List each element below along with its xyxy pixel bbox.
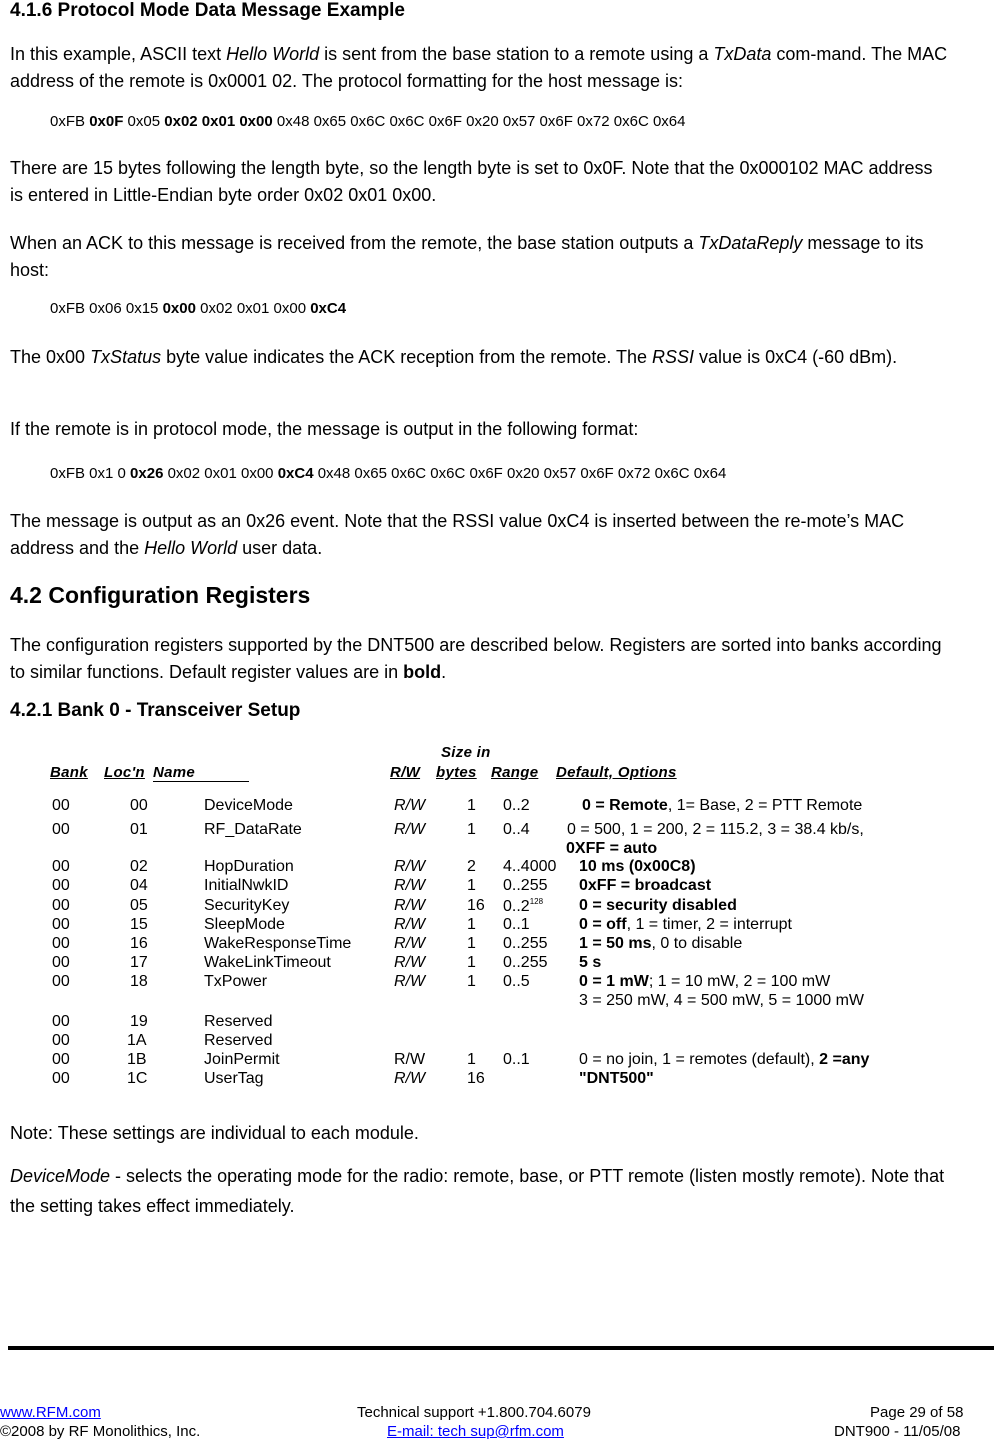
- hex-part: 0xFB 0x06 0x15: [50, 300, 163, 317]
- cell-read-write: R/W: [394, 973, 426, 990]
- text-italic: Hello World: [144, 538, 238, 558]
- cell-read-write: R/W: [394, 916, 426, 933]
- text: message to its host:: [10, 233, 924, 280]
- cell-read-write: R/W: [394, 897, 426, 914]
- header-default-text: Default, Options: [556, 764, 677, 781]
- cell-register-name: UserTag: [204, 1070, 264, 1087]
- header-range: [491, 764, 538, 781]
- default-value: 0XFF = auto: [566, 840, 658, 857]
- cell-location: 1C: [127, 1070, 148, 1087]
- cell-location: 01: [130, 821, 148, 838]
- cell-default-options-line2: [579, 992, 864, 1010]
- text: The configuration registers supported by the DNT500 are described below. Registers are sorted into banks according to similar functions. Default register values are in: [10, 635, 942, 682]
- hex-message-3: [50, 465, 726, 482]
- default-value: 0 = 1 mW: [579, 973, 649, 990]
- paragraph-length-byte: There are 15 bytes following the length byte, so the length byte is set to 0x0F. Note that the 0x000102 MAC address is entered in Little-Endian byte order 0x02 0x01 0x00.: [10, 158, 933, 205]
- cell-location: 05: [130, 897, 148, 914]
- cell-default-options: [579, 916, 792, 934]
- cell-size: 1: [467, 797, 476, 814]
- email-link-text[interactable]: E-mail: tech sup@rfm.com: [387, 1423, 564, 1440]
- footer-page-number: Page 29 of 58: [870, 1404, 964, 1421]
- cell-register-name: Reserved: [204, 1013, 273, 1030]
- cell-size: 1: [467, 821, 476, 838]
- text: byte value indicates the ACK reception from the remote. The: [161, 347, 653, 367]
- default-value: 0xFF = broadcast: [579, 877, 712, 894]
- cell-bank: 00: [52, 1032, 70, 1049]
- cell-range: [503, 1051, 530, 1069]
- website-link-text[interactable]: www.RFM.com: [0, 1404, 101, 1421]
- cell-register-name: SleepMode: [204, 916, 285, 933]
- cell-register-name: WakeLinkTimeout: [204, 954, 331, 971]
- hex-part: 0x02 0x01 0x00: [163, 465, 278, 482]
- default-value: 0 = Remote: [582, 797, 668, 814]
- header-bank: Bank: [50, 764, 88, 781]
- header-rw: [390, 764, 420, 781]
- cell-register-name: HopDuration: [204, 858, 294, 875]
- cell-range: [503, 877, 547, 895]
- header-loc: [104, 764, 145, 781]
- range-text: 0..5: [503, 973, 530, 990]
- cell-read-write: R/W: [394, 821, 426, 838]
- cell-register-name: InitialNwkID: [204, 877, 289, 894]
- section-title-416: 4.1.6 Protocol Mode Data Message Example: [10, 0, 405, 21]
- footer-rule: [8, 1346, 994, 1350]
- cell-range: [503, 916, 530, 934]
- cell-default-options: [579, 973, 830, 991]
- cell-bank: 00: [52, 973, 70, 990]
- range-text: 0..1: [503, 1051, 530, 1068]
- cell-read-write: R/W: [394, 877, 426, 894]
- section-title-421: 4.2.1 Bank 0 - Transceiver Setup: [10, 700, 301, 721]
- cell-default-options: [579, 858, 696, 876]
- cell-bank: 00: [52, 877, 70, 894]
- cell-read-write: R/W: [394, 954, 426, 971]
- options-bold: 2 =any: [819, 1051, 870, 1068]
- hex-part: 0x02 0x01 0x00: [195, 300, 311, 317]
- text: - selects the operating mode for the radio: remote, base, or PTT remote (listen mostly remote). Note that the setting takes effect immediately.: [10, 1166, 945, 1216]
- default-value: 10 ms (0x00C8): [579, 858, 696, 875]
- text: is sent from the base station to a remote using a: [319, 44, 714, 64]
- options-text: 0 = no join, 1 = remotes (default),: [579, 1051, 820, 1068]
- default-value: 0 = security disabled: [579, 897, 737, 914]
- cell-default-options: [567, 821, 864, 839]
- text: com-mand. The MAC address of the remote is 0x0001 02. The protocol formatting for the host message is:: [10, 44, 948, 91]
- range-text: 0..1: [503, 916, 530, 933]
- text: user data.: [237, 538, 323, 558]
- text-italic: TxStatus: [90, 347, 162, 367]
- cell-size: 1: [467, 916, 476, 933]
- cell-size: 2: [467, 858, 476, 875]
- hex-part-bold: 0x02 0x01 0x00: [164, 113, 273, 130]
- cell-read-write: R/W: [394, 935, 426, 952]
- paragraph-protocol-mode: If the remote is in protocol mode, the message is output in the following format:: [10, 419, 639, 439]
- note: Note: These settings are individual to each module.: [10, 1123, 419, 1143]
- footer-support: Technical support +1.800.704.6079: [357, 1404, 591, 1421]
- text: .: [441, 662, 447, 682]
- cell-read-write: R/W: [394, 858, 426, 875]
- range-text: 4..4000: [503, 858, 557, 875]
- cell-location: 17: [130, 954, 148, 971]
- range-text: 0..4: [503, 821, 530, 838]
- default-value: 5 s: [579, 954, 602, 971]
- range-text: 0..255: [503, 954, 548, 971]
- footer-email-link[interactable]: [387, 1423, 564, 1440]
- cell-default-options: [579, 1051, 869, 1069]
- header-name-text: Name: [153, 764, 196, 781]
- footer-website-link[interactable]: [0, 1404, 101, 1421]
- cell-register-name: WakeResponseTime: [204, 935, 352, 952]
- cell-register-name: JoinPermit: [204, 1051, 280, 1068]
- cell-size: 1: [467, 877, 476, 894]
- hex-part: 0xFB 0x1 0: [50, 465, 131, 482]
- text-italic: TxDataReply: [698, 233, 803, 253]
- cell-size: 1: [467, 954, 476, 971]
- header-bytes-text: bytes: [436, 764, 477, 781]
- cell-location: 15: [130, 916, 148, 933]
- cell-size: 1: [467, 973, 476, 990]
- cell-bank: 00: [52, 797, 70, 814]
- cell-default-options: [579, 897, 737, 915]
- cell-bank: 00: [52, 954, 70, 971]
- cell-range: [503, 935, 547, 953]
- hex-part: 0x05: [123, 113, 165, 130]
- cell-register-name: DeviceMode: [204, 797, 293, 814]
- cell-size: 1: [467, 1051, 476, 1068]
- header-rw-text: R/W: [390, 764, 421, 781]
- cell-bank: 00: [52, 935, 70, 952]
- table-header-size-in: Size in: [441, 744, 491, 761]
- cell-size: 16: [467, 897, 485, 914]
- cell-location: 16: [130, 935, 148, 952]
- cell-register-name: TxPower: [204, 973, 268, 990]
- hex-part-bold: 0x00: [162, 300, 196, 317]
- cell-location: 02: [130, 858, 148, 875]
- default-value: 1 = 50 ms: [579, 935, 652, 952]
- header-default: [556, 764, 677, 781]
- range-text: 0..255: [503, 935, 548, 952]
- section-title-42: 4.2 Configuration Registers: [10, 582, 311, 608]
- footer-copyright: ©2008 by RF Monolithics, Inc.: [0, 1423, 201, 1440]
- text: The 0x00: [10, 347, 91, 367]
- paragraph-intro: [10, 41, 950, 95]
- cell-range: [503, 973, 530, 991]
- header-range-text: Range: [491, 764, 539, 781]
- header-name: [153, 764, 249, 782]
- devicemode-description: [10, 1161, 950, 1221]
- cell-register-name: Reserved: [204, 1032, 273, 1049]
- cell-default-options: [579, 954, 601, 972]
- cell-range: [503, 797, 530, 815]
- cell-size: 1: [467, 935, 476, 952]
- hex-message-2: [50, 300, 346, 317]
- paragraph-txstatus: [10, 344, 950, 371]
- cell-range: [503, 897, 543, 916]
- table-header-row: [50, 764, 88, 781]
- cell-range: [503, 821, 530, 839]
- cell-default-options: [582, 797, 862, 815]
- text: value is 0xC4 (-60 dBm).: [694, 347, 898, 367]
- range-text: 0..2: [503, 898, 530, 915]
- cell-read-write: R/W: [394, 1051, 426, 1068]
- hex-part: 0x48 0x65 0x6C 0x6C 0x6F 0x20 0x57 0x6F 0x72 0x6C 0x64: [272, 113, 686, 130]
- paragraph-registers: [10, 632, 950, 686]
- cell-bank: 00: [52, 1070, 70, 1087]
- cell-bank: 00: [52, 858, 70, 875]
- hex-message-1: [50, 113, 685, 130]
- footer-doc-id: DNT900 - 11/05/08: [834, 1423, 961, 1440]
- term-italic: DeviceMode: [10, 1166, 111, 1186]
- options-text: , 1= Base, 2 = PTT Remote: [667, 797, 863, 814]
- hex-part: 0x48 0x65 0x6C 0x6C 0x6F 0x20 0x57 0x6F 0x72 0x6C 0x64: [313, 465, 727, 482]
- hex-part: 0xFB: [50, 113, 90, 130]
- cell-location: 1A: [127, 1032, 147, 1049]
- cell-bank: 00: [52, 916, 70, 933]
- cell-default-options-line2: [566, 840, 657, 858]
- cell-register-name: SecurityKey: [204, 897, 290, 914]
- options-text: 3 = 250 mW, 4 = 500 mW, 5 = 1000 mW: [579, 992, 865, 1009]
- text-italic: Hello World: [226, 44, 320, 64]
- options-text: 0 = 500, 1 = 200, 2 = 115.2, 3 = 38.4 kb/s,: [567, 821, 864, 838]
- cell-location: 00: [130, 797, 148, 814]
- options-text: , 0 to disable: [651, 935, 743, 952]
- hex-part-bold: 0xC4: [277, 465, 314, 482]
- cell-location: 18: [130, 973, 148, 990]
- default-value: "DNT500": [579, 1070, 654, 1087]
- range-superscript: 128: [529, 897, 544, 906]
- text-italic: RSSI: [652, 347, 695, 367]
- text: The message is output as an 0x26 event. Note that the RSSI value 0xC4 is inserted between the re-mote’s MAC address and the: [10, 511, 905, 558]
- hex-part-bold: 0xC4: [310, 300, 347, 317]
- cell-default-options: [579, 1070, 654, 1088]
- cell-bank: 00: [52, 821, 70, 838]
- hex-part-bold: 0x0F: [89, 113, 124, 130]
- default-value: 0 = off: [579, 916, 627, 933]
- paragraph-ack: [10, 230, 950, 284]
- cell-size: 16: [467, 1070, 485, 1087]
- options-text: , 1 = timer, 2 = interrupt: [626, 916, 792, 933]
- cell-location: 04: [130, 877, 148, 894]
- cell-default-options: [579, 935, 742, 953]
- hex-part-bold: 0x26: [130, 465, 164, 482]
- options-text: ; 1 = 10 mW, 2 = 100 mW: [648, 973, 831, 990]
- header-loc-text: Loc'n: [104, 764, 145, 781]
- text-italic: TxData: [713, 44, 772, 64]
- text: When an ACK to this message is received from the remote, the base station outputs a: [10, 233, 699, 253]
- cell-bank: 00: [52, 897, 70, 914]
- cell-location: 19: [130, 1013, 148, 1030]
- text-bold: bold: [403, 662, 442, 682]
- cell-read-write: R/W: [394, 1070, 426, 1087]
- cell-read-write: R/W: [394, 797, 426, 814]
- cell-default-options: [579, 877, 711, 895]
- cell-register-name: RF_DataRate: [204, 821, 302, 838]
- header-bytes: [436, 764, 477, 781]
- cell-location: 1B: [127, 1051, 147, 1068]
- cell-bank: 00: [52, 1013, 70, 1030]
- text: In this example, ASCII text: [10, 44, 227, 64]
- cell-range: [503, 858, 556, 876]
- range-text: 0..2: [503, 797, 530, 814]
- cell-range: [503, 954, 547, 972]
- paragraph-event: [10, 508, 950, 562]
- cell-bank: 00: [52, 1051, 70, 1068]
- range-text: 0..255: [503, 877, 548, 894]
